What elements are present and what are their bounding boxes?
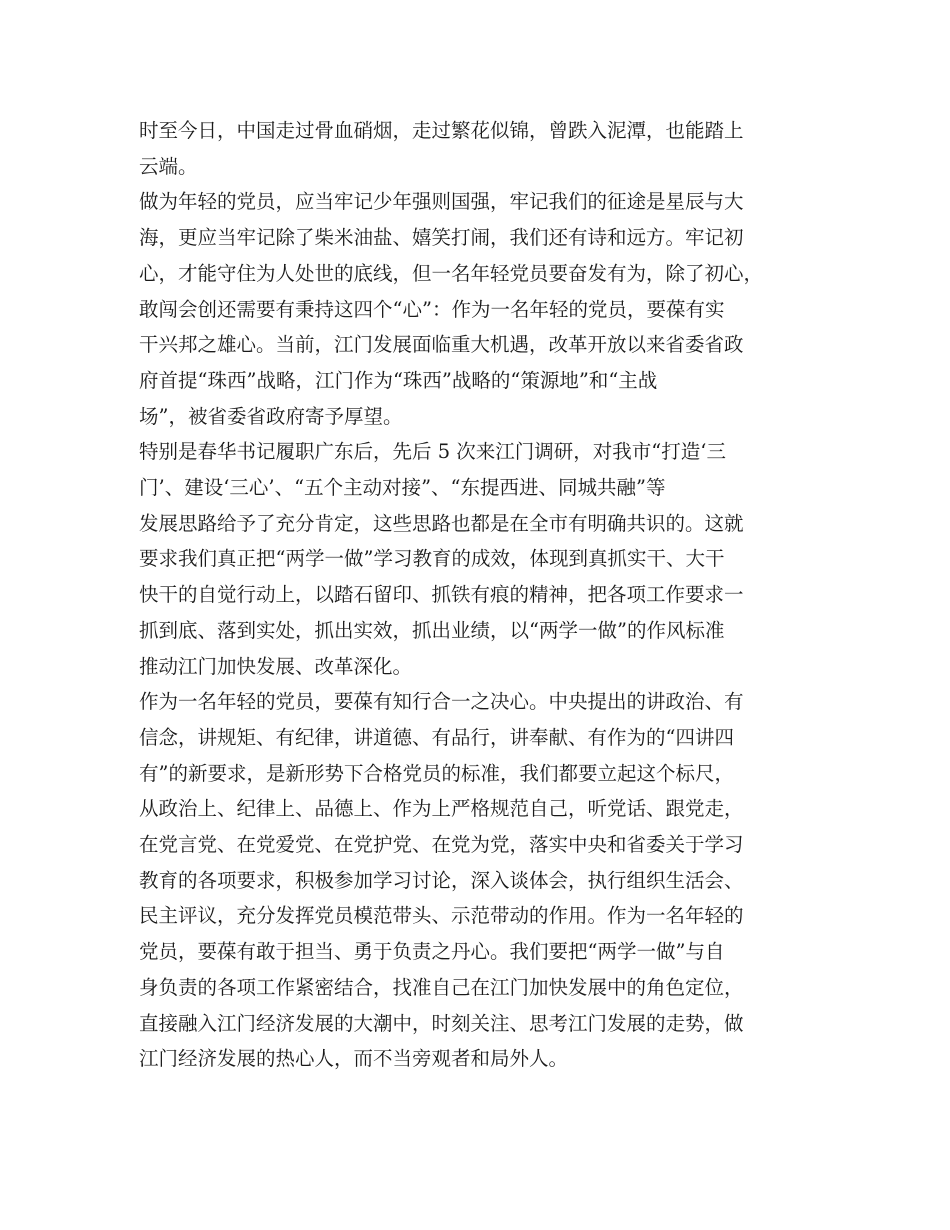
paragraph-3: 特别是春华书记履职广东后，先后 5 次来江门调研，对我市“打造‘三 门’、建设‘三心’、“五个主动对接”、“东提西进、同城共融”等 发展思路给予了充分肯定，这些思路也都是在全市有明确共识的。这就 要求我们真正把“两学一做”学习教育的成效，体现到真抓实干、大干 快干的自觉行动上，以踏石留印、抓铁有痕的精神，把各项工作要求一 抓到底、落到实处，抓出实效，抓出业绩，以“两学一做”的作风标准 推动江门加快发展、改革深化。 [139, 440, 744, 678]
paragraph-4: 作为一名年轻的党员，要葆有知行合一之决心。中央提出的讲政治、有 信念，讲规矩、有纪律，讲道德、有品行，讲奉献、有作为的“四讲四 有”的新要求，是新形势下合格党员的标准，我们都要立起这个标尺， 从政治上、纪律上、品德上、作为上严格规范自己，听党话、跟党走， 在党言党、在党爱党、在党护党、在党为党，落实中央和省委关于学习 教育的各项要求，积极参加学习讨论，深入谈体会，执行组织生活会、 民主评议，充分发挥党员模范带头、示范带动的作用。作为一名年轻的 党员，要葆有敢于担当、勇于负责之丹心。我们要把“两学一做”与自 身负责的各项工作紧密结合，找准自己在江门加快发展中的角色定位， 直接融入江门经济发展的大潮中，时刻关注、思考江门发展的走势，做 江门经济发展的热心人，而不当旁观者和局外人。 [139, 690, 744, 1071]
document-body [139, 113, 829, 1077]
paragraph-2: 做为年轻的党员，应当牢记少年强则国强，牢记我们的征途是星辰与大 海，更应当牢记除了柴米油盐、嬉笑打闹，我们还有诗和远方。牢记初 心，才能守住为人处世的底线，但一名年轻党员要奋发有为，除了初心， 敢闯会创还需要有秉持这四个“心”：作为一名年轻的党员，要葆有实 干兴邦之雄心。当前，江门发展面临重大机遇，改革开放以来省委省政 府首提“珠西”战略，江门作为“珠西”战略的“策源地”和“主战 场”，被省委省政府寄予厚望。 [139, 190, 764, 428]
paragraph-1: 时至今日，中国走过骨血硝烟，走过繁花似锦，曾跌入泥潭，也能踏上 云端。 [139, 119, 744, 178]
